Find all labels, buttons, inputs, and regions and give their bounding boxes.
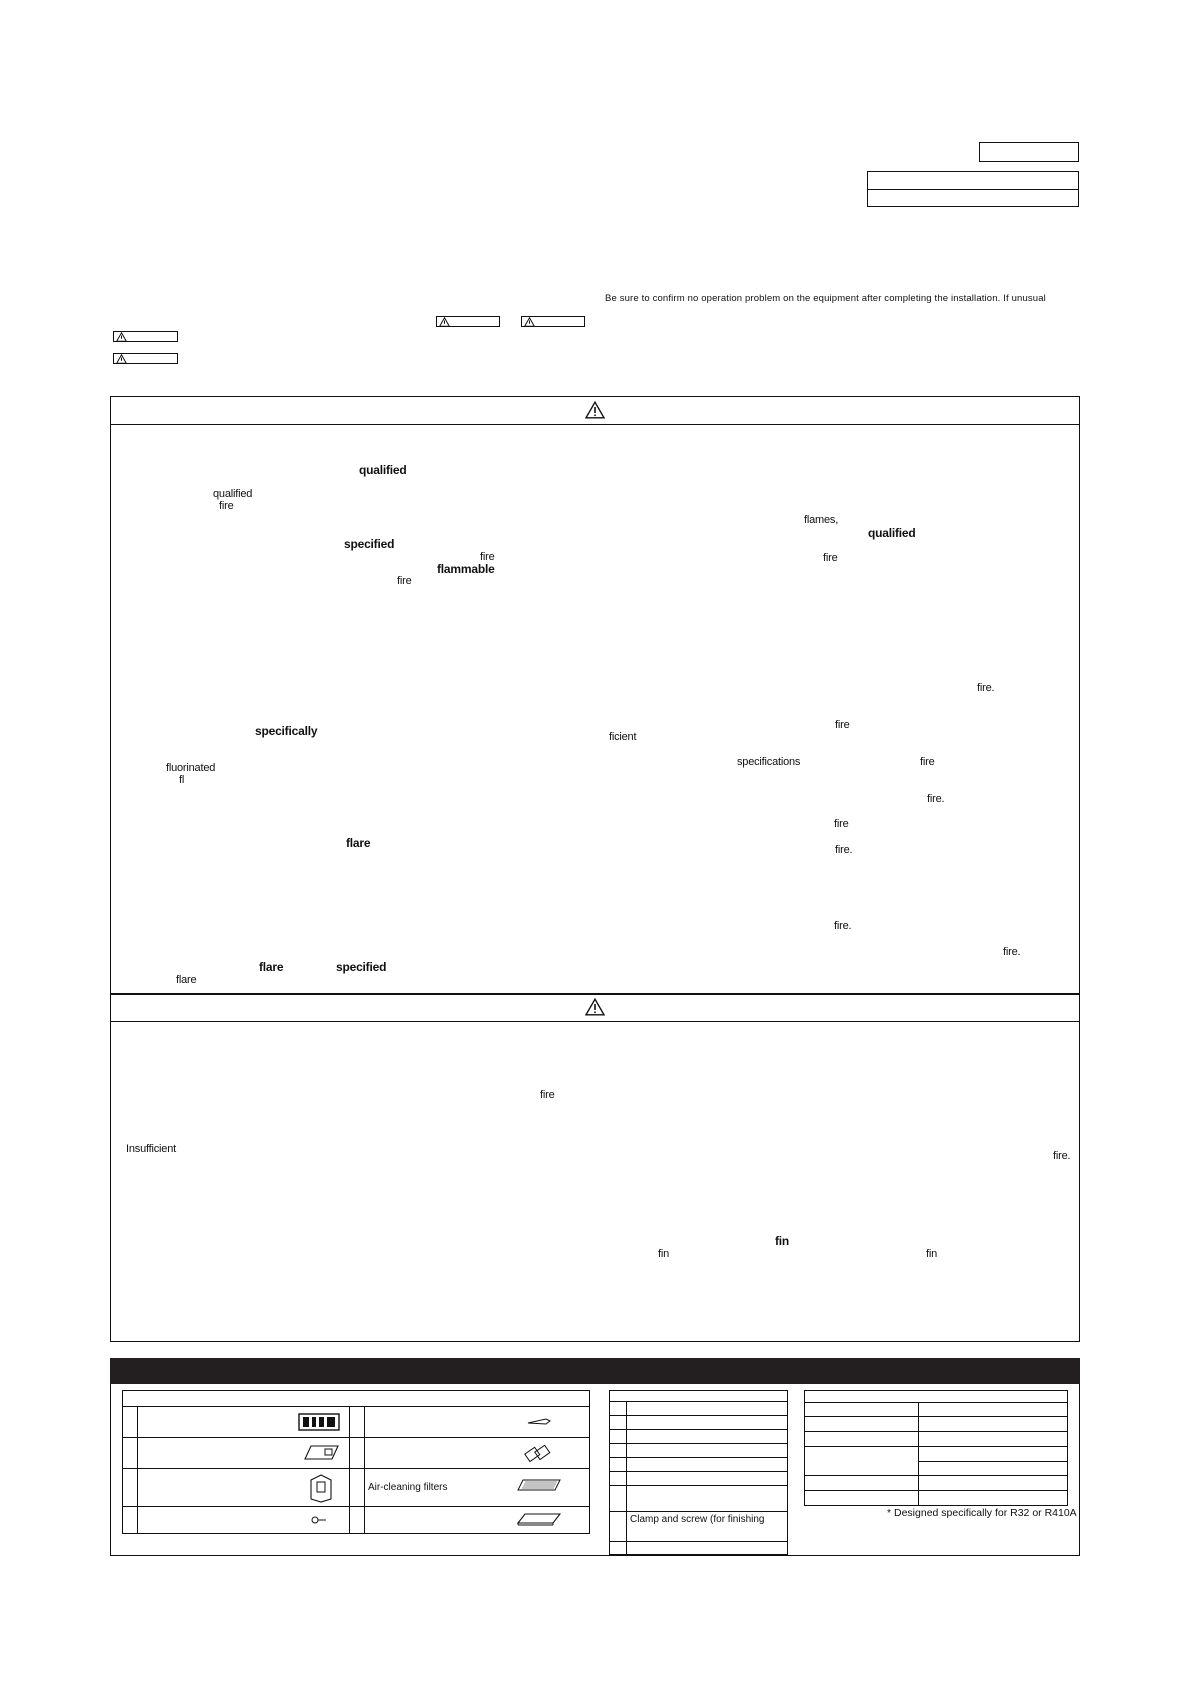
warning-fragment: fire: [834, 818, 849, 830]
clamp-and-screw-label: Clamp and screw (for finishing: [627, 1512, 788, 1542]
accessory-cell: [138, 1469, 350, 1507]
caution-triangle-icon: [585, 998, 605, 1016]
warning-fragment: fire.: [1003, 946, 1021, 958]
warning-fragment: qualified: [213, 488, 253, 500]
accessory-cell: [138, 1407, 350, 1438]
caution-panel-header: [111, 994, 1079, 1022]
screw-icon: [526, 1417, 552, 1427]
warning-panel-header: [111, 397, 1079, 425]
remote-holder-icon: [297, 1411, 341, 1433]
parts-table: [609, 1390, 788, 1555]
warning-fragment: specifications: [737, 756, 801, 768]
warning-fragment: fluorinated: [166, 762, 216, 774]
caution-fragment: fin: [658, 1248, 670, 1260]
warning-triangle-icon: [439, 317, 450, 327]
warning-triangle-icon: [524, 317, 535, 327]
caution-tag-inline-2: [521, 316, 585, 327]
caution-fragment: fire.: [1053, 1150, 1071, 1162]
intro-note: Be sure to confirm no operation problem on the equipment after completing the installation. If unusual: [605, 293, 1046, 304]
warning-fragment: qualified: [868, 526, 916, 540]
caution-fragment: Insufficient: [126, 1143, 176, 1155]
caution-fragment: fire: [540, 1089, 555, 1101]
warning-fragment: flare: [176, 974, 197, 986]
tools-table: [804, 1390, 1068, 1506]
warning-tag-inline-1: [436, 316, 500, 327]
warning-fragment: fire.: [834, 920, 852, 932]
caution-fragment: fin: [926, 1248, 938, 1260]
warning-fragment: specified: [336, 960, 387, 974]
key-icon: [311, 1515, 327, 1525]
warning-fragment: fl: [179, 774, 185, 786]
warning-fragment: fire: [219, 500, 234, 512]
accessory-cell: [365, 1438, 590, 1469]
warning-fragment: ficient: [609, 731, 637, 743]
warning-fragment: fire.: [927, 793, 945, 805]
warning-fragment: fire: [480, 551, 495, 563]
warning-fragment: qualified: [359, 463, 407, 477]
warning-fragment: fire: [835, 719, 850, 731]
warning-fragment: fire.: [835, 844, 853, 856]
model-box-low: [867, 189, 1079, 207]
battery-holder-icon: [307, 1472, 335, 1504]
model-box-mid: [867, 171, 1079, 190]
warning-fragment: specified: [344, 537, 395, 551]
warning-fragment: flare: [346, 836, 371, 850]
remote-control-icon: [301, 1443, 341, 1463]
warning-fragment: fire.: [977, 682, 995, 694]
air-cleaning-filters-label: Air-cleaning filters: [368, 1482, 448, 1493]
accessory-cell: [138, 1507, 350, 1534]
warning-panel: [110, 396, 1080, 995]
caution-panel: [110, 993, 1080, 1342]
filter-icon: [517, 1478, 561, 1492]
warning-fragment: fire: [823, 552, 838, 564]
accessory-cell: [365, 1407, 590, 1438]
designed-specifically-footnote: * Designed specifically for R32 or R410A: [887, 1507, 1077, 1519]
caution-fragment: fin: [775, 1234, 790, 1248]
warning-tag-legend: [113, 331, 178, 342]
warning-triangle-icon: [585, 401, 605, 419]
warning-fragment: flare: [259, 960, 284, 974]
batteries-icon: [523, 1442, 553, 1464]
warning-triangle-icon: [116, 354, 127, 364]
insulation-pad-icon: [517, 1512, 561, 1526]
accessories-header-band: [110, 1358, 1080, 1384]
warning-fragment: specifically: [255, 724, 318, 738]
warning-fragment: fire: [920, 756, 935, 768]
warning-fragment: fire: [397, 575, 412, 587]
warning-triangle-icon: [116, 332, 127, 342]
model-box-top: [979, 142, 1079, 162]
caution-tag-legend: [113, 353, 178, 364]
warning-fragment: flammable: [437, 562, 495, 576]
accessory-cell: [138, 1438, 350, 1469]
warning-fragment: flames,: [804, 514, 839, 526]
